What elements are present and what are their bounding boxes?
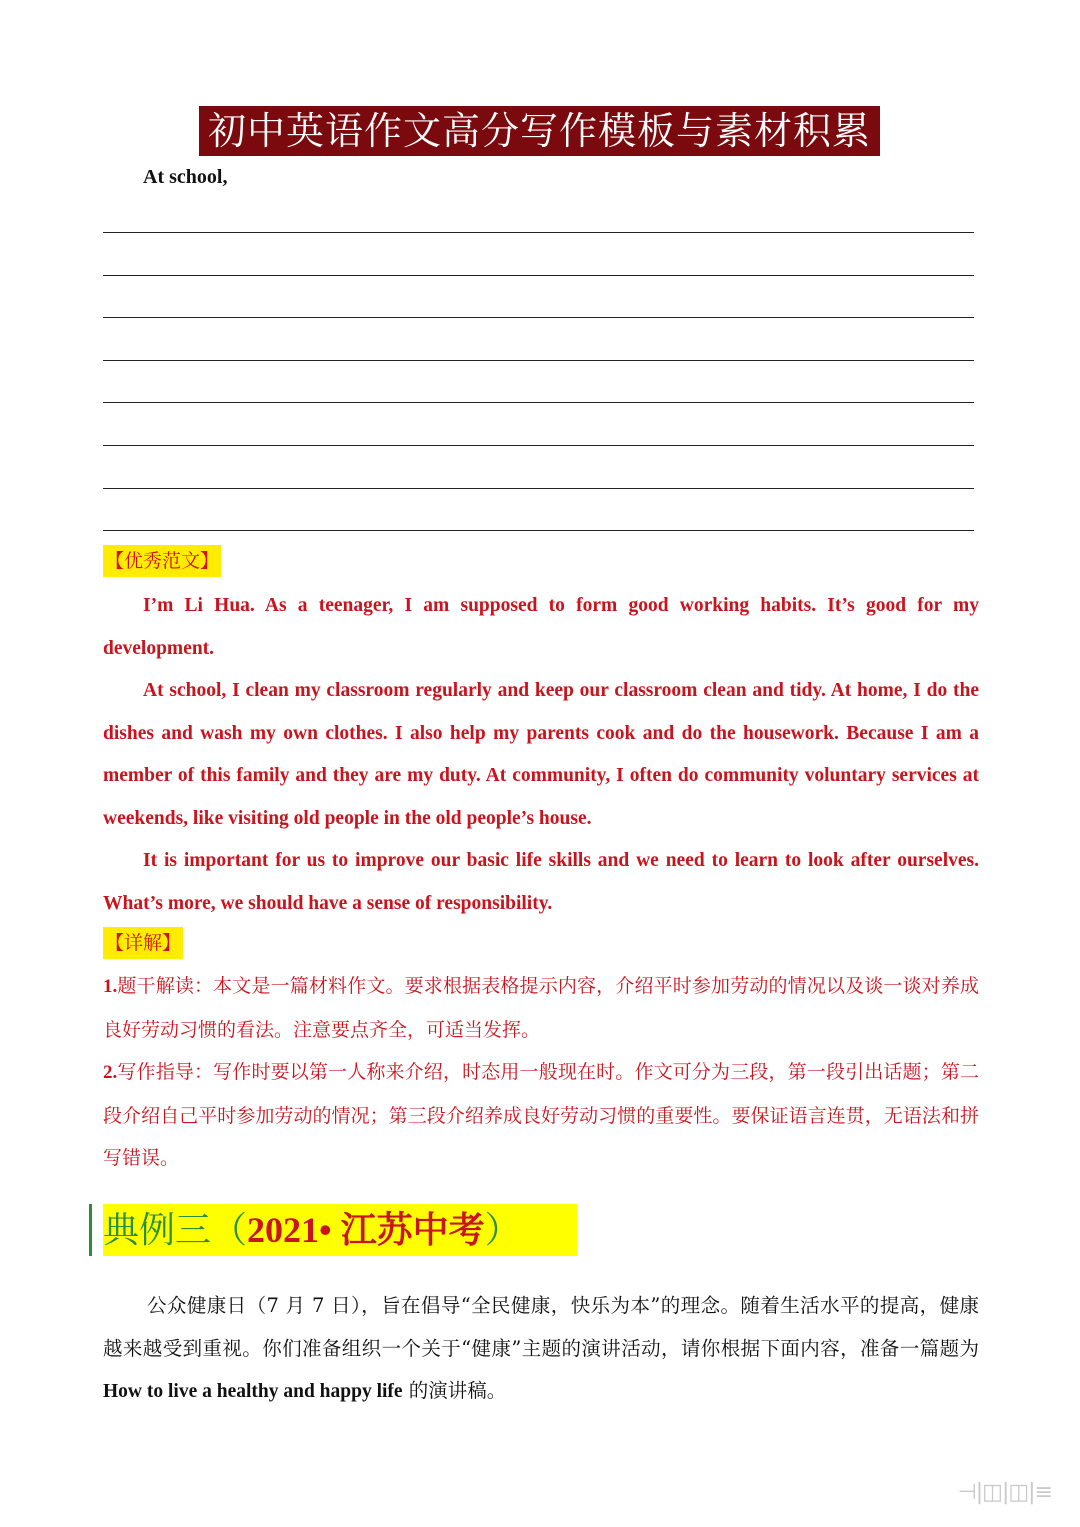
writing-line	[103, 275, 974, 276]
watermark-logo: ⊣|◫|◫|≡	[957, 1480, 1052, 1505]
writing-line	[103, 402, 974, 403]
writing-line	[103, 360, 974, 361]
example-heading	[103, 1204, 577, 1256]
example-suffix: ）	[484, 1210, 521, 1251]
essay-paragraph: It is important for us to improve our basic life skills and we need to learn to look after ourselves. What’s more, we should have a sense of responsibility.	[103, 850, 979, 914]
task-text: 公众健康日（7 月 7 日），旨在倡导“全民健康，快乐为本”的理念。随着生活水平的提高，健康越来越受到重视。你们准备组织一个关于“健康”主题的演讲活动，请你根据下面内容，准备一篇题为	[103, 1294, 979, 1360]
writing-line	[103, 232, 974, 233]
detail-text: 题干解读：本文是一篇材料作文。要求根据表格提示内容，介绍平时参加劳动的情况以及谈一谈对养成良好劳动习惯的看法。注意要点齐全，可适当发挥。	[103, 975, 979, 1041]
writing-line	[103, 445, 974, 446]
writing-line	[103, 488, 974, 489]
task-topic: How to live a healthy and happy life	[103, 1381, 403, 1402]
task-text-end: 的演讲稿。	[402, 1379, 507, 1402]
detail-number: 1.	[103, 976, 118, 997]
essay-paragraph: I’m Li Hua. As a teenager, I am supposed to form good working habits. It’s good for my development.	[103, 595, 979, 659]
writing-line	[103, 317, 974, 318]
sample-essay	[103, 585, 979, 925]
example-heading-bar	[89, 1204, 92, 1256]
task-paragraph	[103, 1285, 979, 1414]
detail-item	[103, 965, 979, 1051]
prompt-start-text: At school,	[143, 166, 228, 188]
example-year: 2021•	[247, 1210, 332, 1250]
example-prefix: 典例三（	[103, 1210, 248, 1251]
task-description	[103, 1285, 979, 1414]
detail-section	[103, 965, 979, 1180]
essay-paragraph: At school, I clean my classroom regularly and keep our classroom clean and tidy. At home, I do the dishes and wash my own clothes. I also help my parents cook and do the housework. Because I am a member of this family and they are my duty. At community, I often do community voluntary services at weekends, like visiting old people in the old people’s house.	[103, 680, 979, 829]
detail-text: 写作指导：写作时要以第一人称来介绍，时态用一般现在时。作文可分为三段，第一段引出话题；第二段介绍自己平时参加劳动的情况；第三段介绍养成良好劳动习惯的重要性。要保证语言连贯，无语法和拼写错误。	[103, 1061, 979, 1169]
detail-tag: 【详解】	[103, 927, 183, 959]
sample-essay-tag: 【优秀范文】	[103, 545, 221, 577]
example-region: 江苏中考	[331, 1210, 485, 1250]
detail-number: 2.	[103, 1062, 118, 1083]
writing-line	[103, 530, 974, 531]
detail-item	[103, 1051, 979, 1180]
page-title: 初中英语作文高分写作模板与素材积累	[199, 106, 880, 156]
